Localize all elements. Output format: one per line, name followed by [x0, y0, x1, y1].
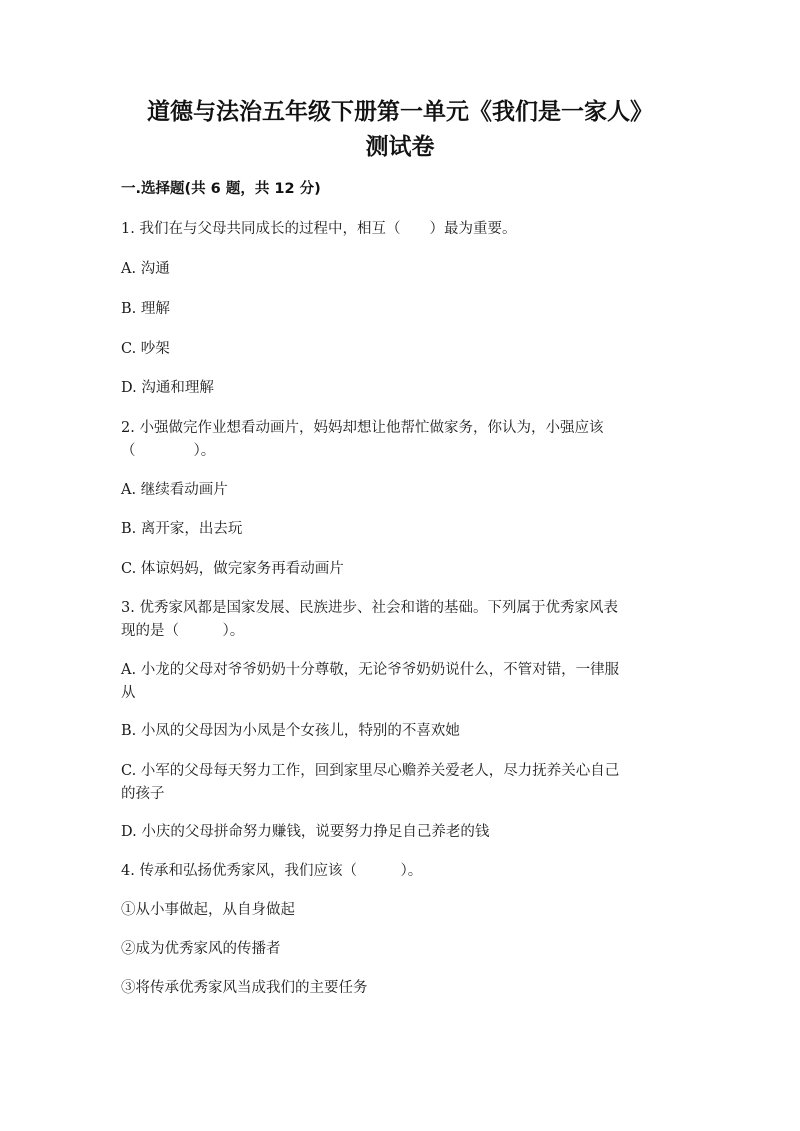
question-2-option-b: B. 离开家，出去玩	[121, 521, 243, 537]
exam-title-line-1: 道德与法治五年级下册第一单元《我们是一家人》	[147, 99, 653, 125]
question-4-stem: 4. 传承和弘扬优秀家风，我们应该（ ）。	[121, 863, 423, 879]
question-3-option-a-line-1: A. 小龙的父母对爷爷奶奶十分尊敬，无论爷爷奶奶说什么，不管对错，一律服	[121, 662, 620, 678]
exam-title-line-2: 测试卷	[365, 134, 435, 160]
question-1-option-a: A. 沟通	[121, 261, 170, 277]
question-1-option-d: D. 沟通和理解	[121, 380, 214, 396]
question-2-option-a: A. 继续看动画片	[121, 482, 228, 498]
question-1-option-b: B. 理解	[121, 301, 170, 317]
question-3-option-c-line-2: 的孩子	[121, 786, 165, 802]
question-2-stem-line-2: （ ）。	[121, 443, 216, 459]
question-4-item-1: ①从小事做起，从自身做起	[121, 902, 295, 918]
section-heading: 一.选择题(共 6 题，共 12 分)	[121, 181, 321, 197]
question-1-stem: 1. 我们在与父母共同成长的过程中，相互（ ）最为重要。	[121, 221, 517, 237]
question-3-option-c-line-1: C. 小军的父母每天努力工作，回到家里尽心赡养关爱老人，尽力抚养关心自己	[121, 763, 620, 779]
question-2-option-c: C. 体谅妈妈，做完家务再看动画片	[121, 561, 344, 577]
question-3-option-b: B. 小凤的父母因为小凤是个女孩儿，特别的不喜欢她	[121, 723, 460, 739]
question-4-item-2: ②成为优秀家风的传播者	[121, 941, 281, 957]
question-3-stem-line-2: 现的是（ ）。	[121, 623, 245, 639]
question-2-stem-line-1: 2. 小强做完作业想看动画片，妈妈却想让他帮忙做家务，你认为，小强应该	[121, 420, 604, 436]
question-1-option-c: C. 吵架	[121, 341, 170, 357]
question-3-option-a-line-2: 从	[121, 685, 136, 701]
question-4-item-3: ③将传承优秀家风当成我们的主要任务	[121, 980, 368, 996]
question-3-option-d: D. 小庆的父母拼命努力赚钱，说要努力挣足自己养老的钱	[121, 824, 490, 840]
question-3-stem-line-1: 3. 优秀家风都是国家发展、民族进步、社会和谐的基础。下列属于优秀家风表	[121, 600, 618, 616]
